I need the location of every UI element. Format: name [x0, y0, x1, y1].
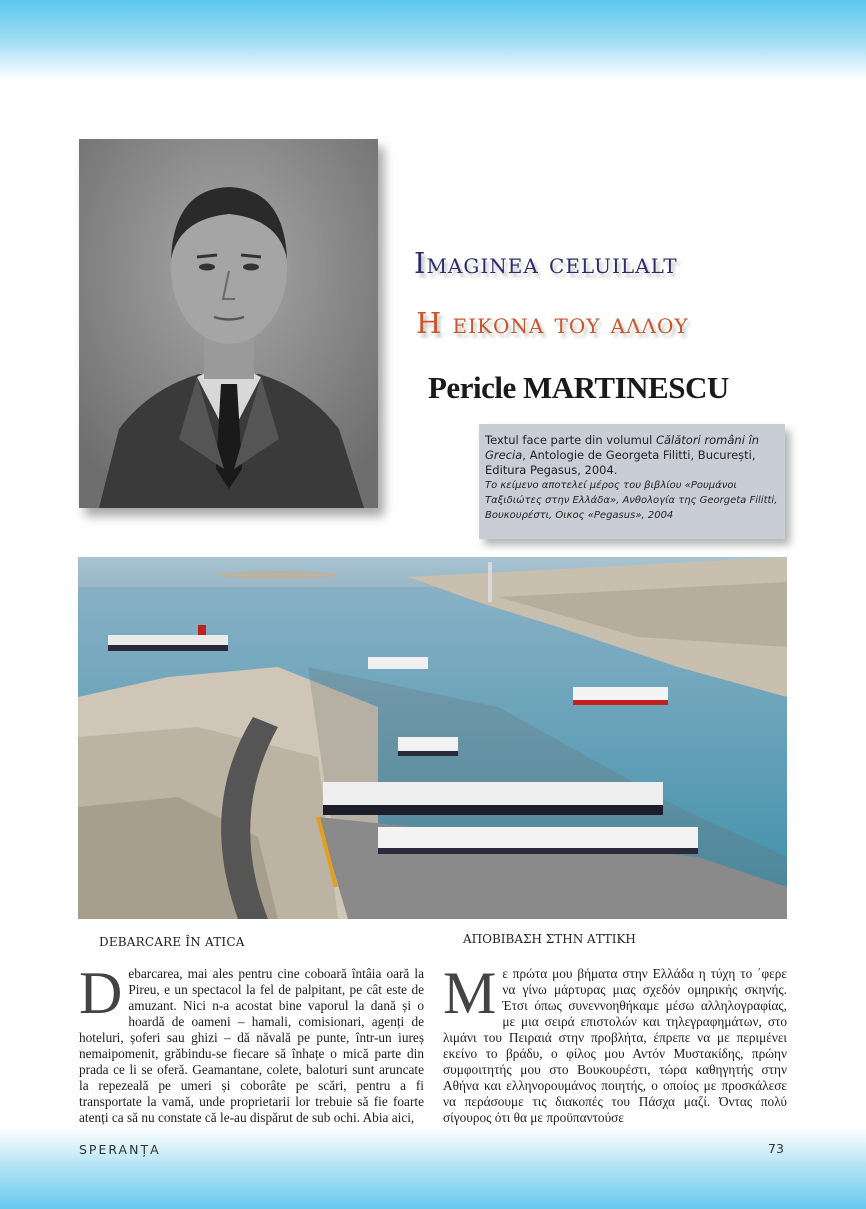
author-name: Pericle MARTINESCU — [428, 370, 729, 405]
body-text-romanian — [79, 966, 424, 1126]
dropcap-romanian: D — [79, 966, 123, 1026]
body-paragraph-romanian: ebarcarea, mai ales pentru cine coboară întâia oară la Pireu, e un spectacol la fel de palpitant, pe cât este de amuzant. Nici n-a acostat bine vaporul la dană și o hoardă de oameni – hamali, comisionari, agenți de hoteluri, șoferi sau ghizi – dă năvală pe punte, într-un iureș nemaipomenit, grăbindu-se fiecare să înhațe o mică parte din prada ce li se oferă. Geamantane, colete, baloturi sunt aruncate la repezeală pe umeri și coborâte pe scări, pentru a fi transportate la vamă, unde proprietarii lor trebuie să fie foarte atenți ca să nu constate că le-au dispărut de sub ochi. Abia aici, — [79, 966, 424, 1125]
section-title-greek: ΑΠΟΒΙΒΑΣΗ ΣΤΗΝ ΑΤΤΙΚΗ — [463, 932, 636, 946]
dropcap-greek: Μ — [443, 966, 497, 1026]
source-info-prefix: Textul face parte din volumul — [485, 433, 656, 447]
author-portrait — [79, 139, 378, 508]
section-title-romanian: DEBARCARE ÎN ATICA — [99, 935, 245, 949]
article-title-greek: Η εικονα του αλλου — [416, 306, 689, 340]
bottom-gradient-band — [0, 1128, 866, 1209]
magazine-name: SPERANȚA — [79, 1142, 161, 1157]
body-text-greek — [443, 966, 787, 1126]
source-book-title: Călători români în Grecia — [485, 433, 760, 462]
page-number: 73 — [768, 1141, 784, 1156]
source-info-greek: Το κείμενο αποτελεί μέρος του βιβλίου «Ρουμάνοι Ταξιδιώτες στην Ελλάδα», Ανθολογία της Georgeta Filitti, Βουκουρέστι, Οικος «Pegasus», 2004 — [485, 480, 778, 521]
source-info-suffix: , Antologie de Georgeta Filitti, București, Editura Pegasus, 2004. — [485, 448, 756, 477]
body-paragraph-greek: ε πρώτα μου βήματα στην Ελλάδα η τύχη το ΄φερε να γίνω μάρτυρας μιας σχεδόν ομηρικής σκηνής. Έτσι όπως συνεννοηθήκαμε μέσω αλληλογραφίας, με μια σειρά επιστολών και τηλεγραφημάτων, στο λιμάνι του Πειραιά στην προβλήτα, έπρεπε να με περιμένει εκείνο το βράδυ, ο φίλος μου Αντόν Μυστακίδης, πρώην συμφοιτητής μου στο Βουκουρέστι, τώρα καθηγητής στην Αθήνα και ελληνορουμάνος ποιητής, ο οποίος με προσκάλεσε να περάσουμε τις διακοπές του Πάσχα μαζί. Όντας πολύ σίγουρος ότι θα με προϋπαντούσε — [443, 966, 787, 1125]
piraeus-port-photo — [78, 557, 787, 919]
top-gradient-band — [0, 0, 866, 80]
article-title-romanian: Imaginea celuilalt — [414, 246, 678, 280]
source-info-box — [479, 424, 785, 539]
source-info-romanian — [485, 433, 779, 478]
